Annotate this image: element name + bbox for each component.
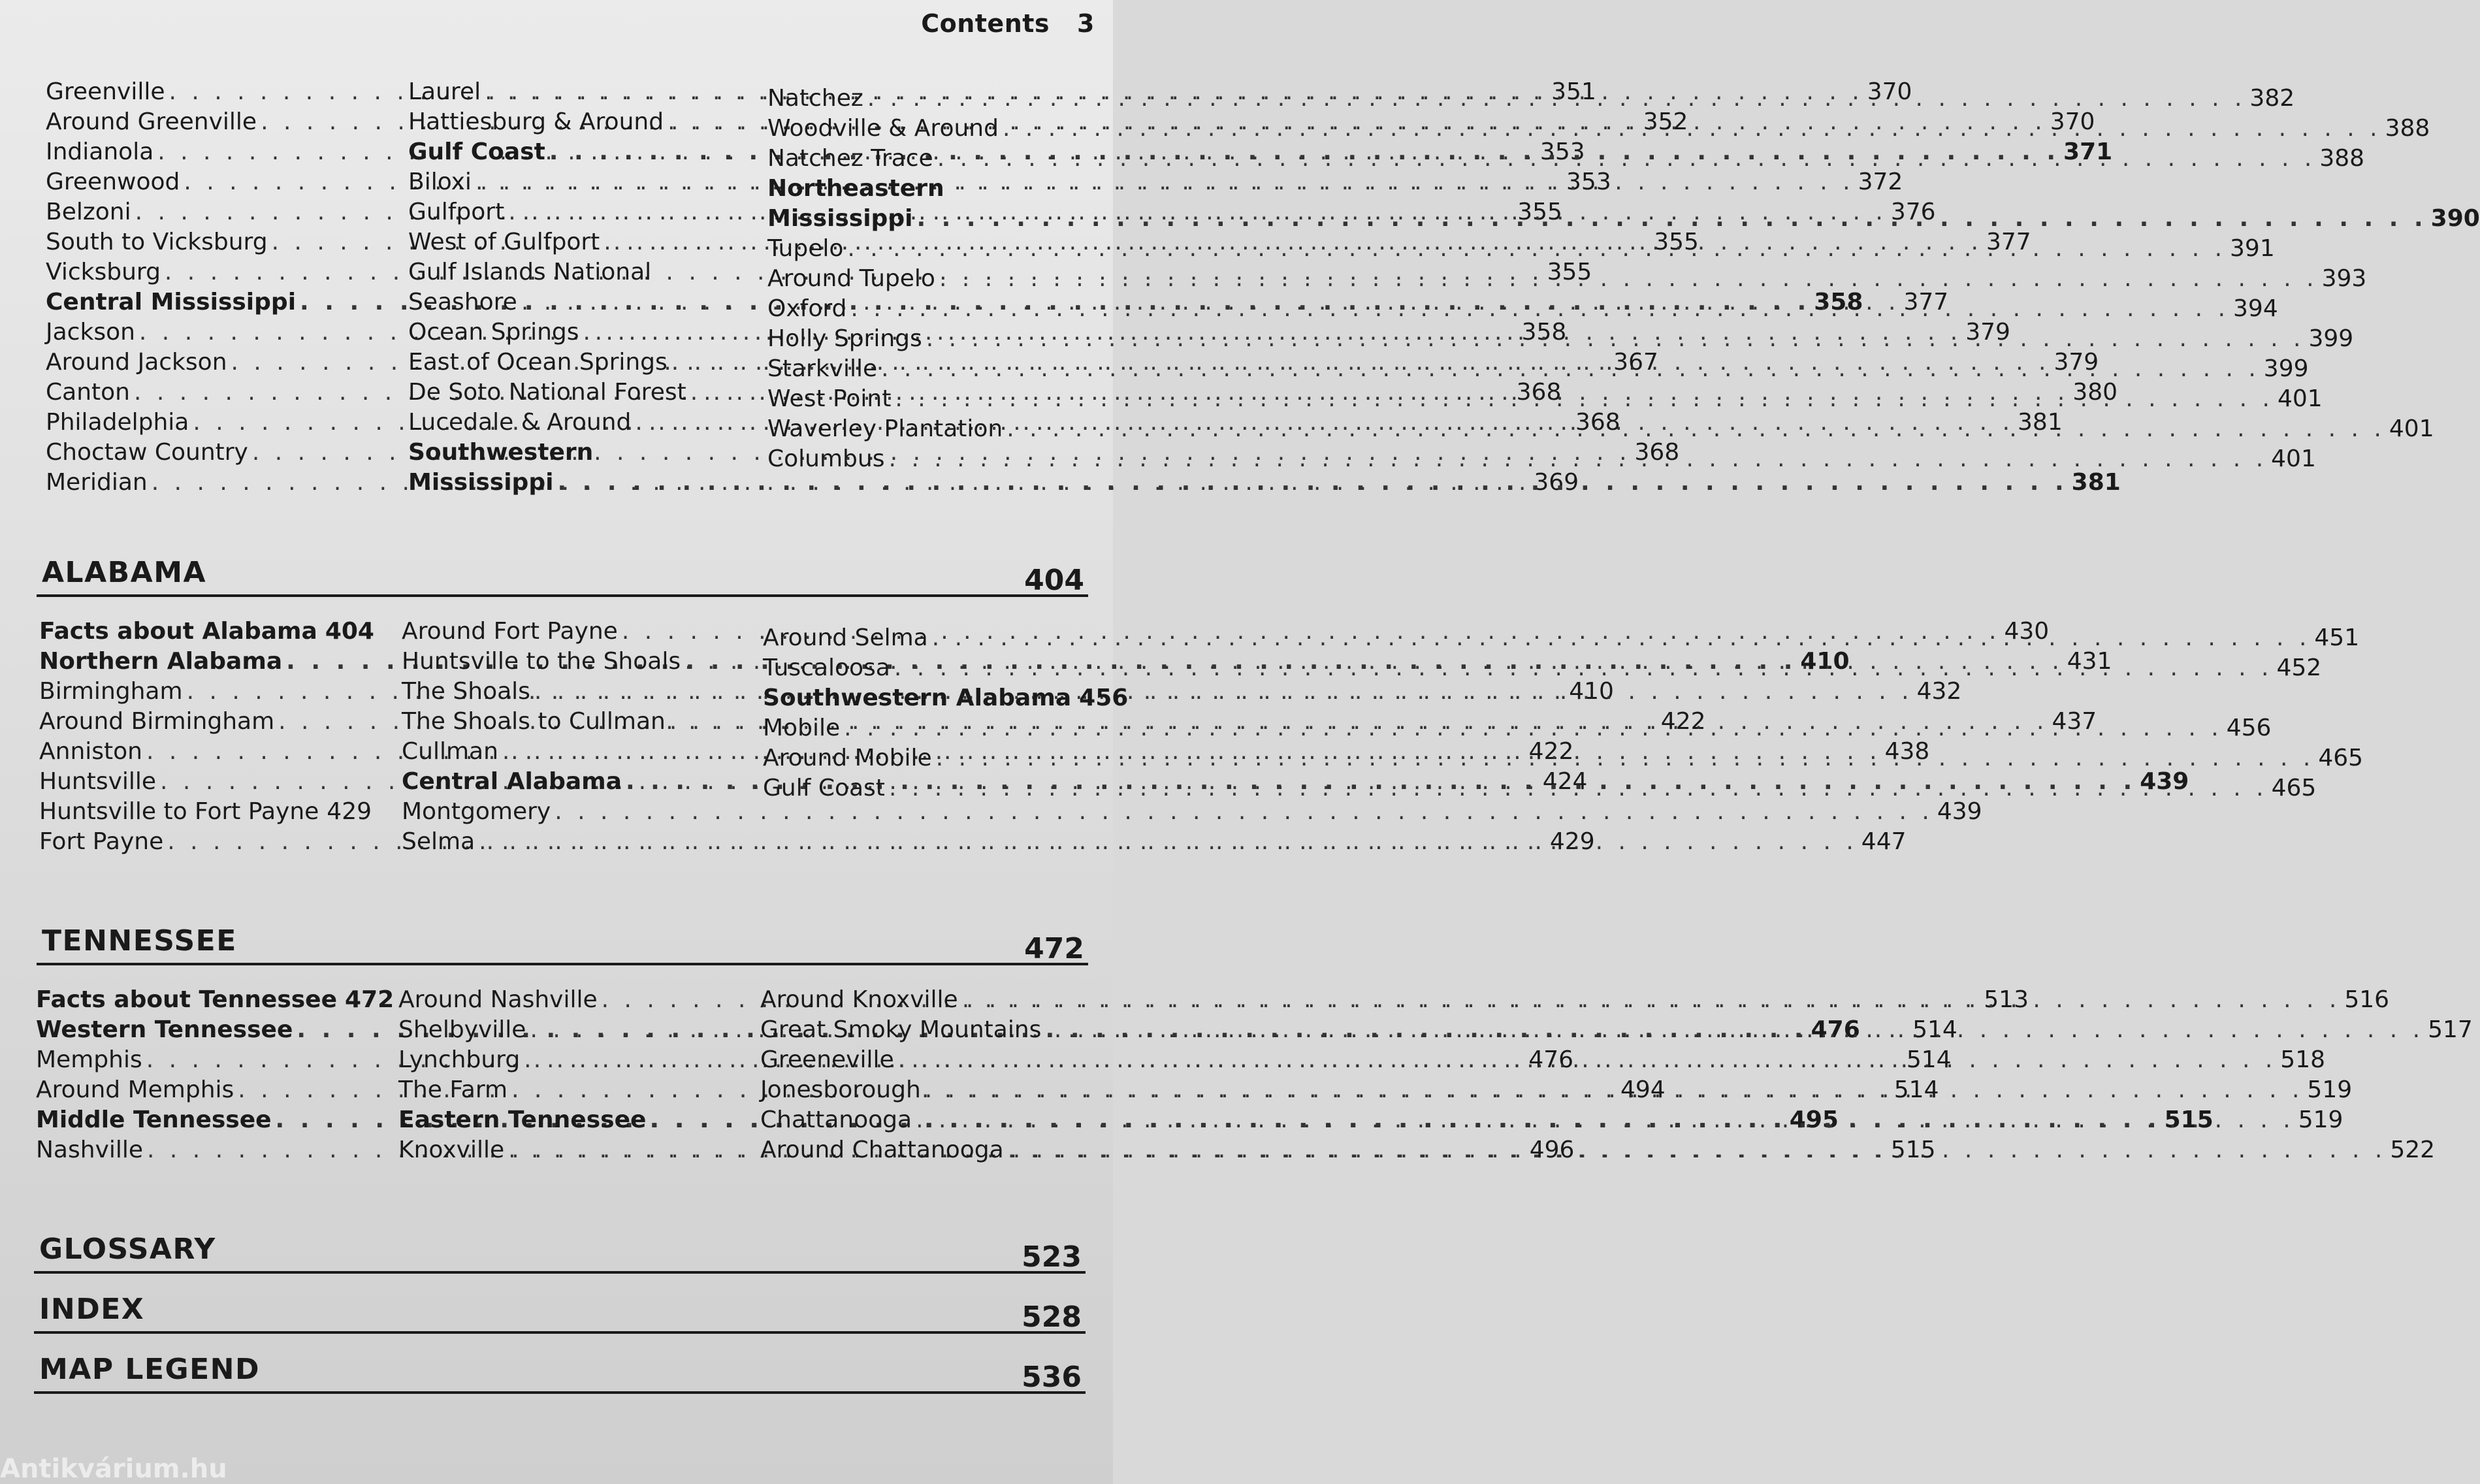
toc-entry-label: Southwestern — [408, 439, 594, 466]
toc-entry-label: Around Chattanooga — [760, 1137, 1004, 1163]
toc-entry-page: 370 — [2050, 108, 2095, 135]
dot-leader — [926, 324, 2305, 354]
toc-entry-label: Philadelphia — [46, 409, 189, 436]
toc-entry-label: Gulf Islands National — [408, 259, 652, 285]
running-head-title: Contents — [921, 9, 1050, 38]
toc-entry-page: 353 — [1566, 169, 1611, 195]
toc-entry-label: Nashville — [36, 1137, 144, 1163]
toc-entry-page: 518 — [2280, 1046, 2326, 1073]
toc-entry-page: 496 — [1529, 1137, 1575, 1163]
toc-entry-label: Hattiesburg & Around — [408, 108, 664, 135]
toc-entry-page: 368 — [1516, 379, 1562, 406]
toc-entry-label: Greeneville — [760, 1046, 894, 1073]
toc-entry-label: Choctaw Country — [46, 439, 248, 466]
toc-entry-page: 394 — [2233, 295, 2278, 322]
toc-entry-label: Around Fort Payne — [402, 618, 618, 645]
dot-leader — [1006, 414, 2385, 444]
toc-entry-label: Greenville — [46, 78, 165, 105]
toc-entry-page: 372 — [1858, 169, 1903, 195]
dot-leader — [932, 623, 2311, 653]
toc-entry-page: 465 — [2318, 745, 2364, 771]
toc-entry-label: Shelbyville — [398, 1016, 526, 1043]
toc-entry-page: 456 — [2226, 715, 2272, 741]
toc-entry-page: 437 — [2052, 708, 2097, 735]
toc-entry-page: 516 — [2344, 986, 2390, 1013]
toc-entry[interactable] — [36, 985, 395, 1015]
toc-entry-label: Around Nashville — [398, 986, 598, 1013]
toc-entry-page: 431 — [2067, 648, 2112, 675]
toc-entry-label: Around Greenville — [46, 108, 257, 135]
toc-entry-page: 382 — [2249, 85, 2295, 112]
toc-entry-label: Vicksburg — [46, 259, 161, 285]
toc-entry-label: Huntsville to Fort Payne — [39, 798, 319, 825]
dot-leader — [894, 653, 2273, 683]
toc-entry-page: 353 — [1539, 138, 1585, 165]
toc-entry-page: 379 — [2053, 349, 2099, 376]
toc-entry-page: 368 — [1575, 409, 1620, 436]
toc-entry-page: 404 — [325, 618, 374, 645]
toc-entry-page: 465 — [2271, 775, 2317, 801]
toc-entry-label: Gulfport — [408, 199, 505, 225]
section-title: GLOSSARY — [39, 1233, 216, 1266]
dot-leader — [916, 1105, 2295, 1135]
dot-leader — [1008, 1135, 2387, 1165]
toc-entry-page: 369 — [1534, 469, 1579, 496]
toc-entry-page: 429 — [1549, 828, 1595, 855]
toc-entry-label: Central Mississippi — [46, 289, 297, 315]
toc-entry-label: West of Gulfport — [408, 229, 600, 255]
toc-entry-label: Lucedale & Around — [408, 409, 632, 436]
toc-entry-label: Natchez — [767, 85, 863, 112]
toc-entry-label: Chattanooga — [760, 1106, 912, 1133]
toc-entry-page: 401 — [2389, 415, 2434, 442]
toc-entry-label: Huntsville to the Shoals — [402, 648, 681, 675]
toc-entry-page: 388 — [2385, 115, 2430, 142]
watermark-text: Antikvárium.hu — [0, 1454, 227, 1484]
section-heading-index[interactable] — [34, 1291, 1086, 1334]
toc-entry-label: Lynchburg — [398, 1046, 521, 1073]
toc-entry-label: Around Tupelo — [767, 265, 935, 292]
section-page: 404 — [1024, 564, 1084, 597]
toc-entry-label: Northeastern — [767, 175, 944, 202]
toc-entry-label: Around Knoxville — [760, 986, 958, 1013]
dot-leader — [1003, 114, 2381, 144]
toc-entry[interactable] — [408, 438, 771, 468]
toc-entry-page: 380 — [2072, 379, 2118, 406]
toc-entry-label: Waverley Plantation — [767, 415, 1003, 442]
toc-entry-page: 447 — [1861, 828, 1907, 855]
toc-entry[interactable] — [39, 797, 372, 827]
dot-leader — [916, 204, 2426, 234]
toc-entry-label: West Point — [767, 385, 892, 412]
dot-leader — [895, 384, 2274, 414]
section-heading-tennessee[interactable] — [37, 922, 1088, 965]
running-head-page-number: 3 — [1077, 9, 1095, 38]
toc-entry-label: Jonesborough — [760, 1076, 921, 1103]
toc-entry-page: 439 — [1937, 798, 1982, 825]
toc-entry-page: 368 — [1634, 439, 1680, 466]
toc-entry-label: Woodville & Around — [767, 115, 999, 142]
toc-entry-page: 514 — [1912, 1016, 1957, 1043]
dot-leader — [937, 144, 2316, 174]
toc-entry-page: 381 — [2018, 409, 2063, 436]
toc-entry-page: 476 — [1528, 1046, 1574, 1073]
dot-leader — [898, 1045, 2277, 1075]
toc-entry-label: Anniston — [39, 738, 142, 765]
toc-entry-label: Facts about Alabama — [39, 618, 317, 645]
toc-entry-label: Facts about Tennessee — [36, 986, 338, 1013]
toc-entry-label: The Farm — [398, 1076, 508, 1103]
section-heading-map-legend[interactable] — [34, 1351, 1086, 1394]
section-page: 528 — [1022, 1300, 1082, 1334]
section-title: MAP LEGEND — [39, 1353, 261, 1386]
toc-entry[interactable] — [402, 797, 1982, 827]
toc-entry-label: Fort Payne — [39, 828, 164, 855]
running-head — [921, 9, 1095, 38]
toc-entry-page: 371 — [2063, 138, 2113, 165]
toc-entry-label: Oxford — [767, 295, 847, 322]
toc-entry-page: 351 — [1551, 78, 1596, 105]
toc-entry-page: 358 — [1521, 319, 1567, 346]
dot-leader — [479, 827, 1858, 857]
toc-entry-label: Greenwood — [46, 169, 180, 195]
toc-entry[interactable] — [767, 174, 1123, 204]
toc-entry-page: 472 — [345, 986, 395, 1013]
toc-entry[interactable] — [408, 257, 771, 287]
toc-entry-label: Starkville — [767, 355, 878, 382]
toc-entry-label: Around Selma — [763, 624, 928, 651]
toc-entry-label: Tupelo — [767, 235, 844, 262]
toc-entry-page: 456 — [1079, 685, 1129, 711]
toc-entry-label: The Shoals to Cullman — [402, 708, 666, 735]
section-page: 536 — [1022, 1361, 1082, 1394]
toc-entry-label: Western Tennessee — [36, 1016, 293, 1043]
toc-entry-page: 370 — [1867, 78, 1912, 105]
dot-leader — [888, 444, 2267, 474]
toc-entry-label: Around Birmingham — [39, 708, 275, 735]
toc-entry-page: 355 — [1654, 229, 1699, 255]
toc-entry-page: 439 — [2140, 768, 2189, 795]
toc-entry-page: 410 — [1569, 678, 1614, 705]
toc-entry-page: 410 — [1800, 648, 1850, 675]
toc-entry-page: 514 — [1893, 1076, 1939, 1103]
toc-entry-page: 494 — [1620, 1076, 1666, 1103]
toc-entry-page: 352 — [1643, 108, 1688, 135]
toc-entry-label: Gulf Coast — [408, 138, 545, 165]
toc-entry-label: Around Memphis — [36, 1076, 234, 1103]
toc-entry-page: 367 — [1613, 349, 1658, 376]
toc-entry-page: 358 — [1814, 289, 1863, 315]
toc-entry-label: De Soto National Forest — [408, 379, 686, 406]
toc-entry-page: 519 — [2307, 1076, 2353, 1103]
toc-entry-label: Belzoni — [46, 199, 131, 225]
toc-entry-page: 514 — [1906, 1046, 1952, 1073]
toc-entry-label: Knoxville — [398, 1137, 505, 1163]
toc-entry-page: 515 — [1890, 1137, 1936, 1163]
toc-entry-page: 522 — [2390, 1137, 2436, 1163]
toc-entry-label: Gulf Coast — [763, 775, 885, 801]
toc-entry-label: Montgomery — [402, 798, 551, 825]
toc-entry-label: Jackson — [46, 319, 135, 346]
toc-entry-page: 355 — [1547, 259, 1592, 285]
toc-entry-page: 452 — [2276, 654, 2322, 681]
toc-entry-page: 438 — [1884, 738, 1930, 765]
toc-entry-page: 515 — [2164, 1106, 2214, 1133]
section-title: INDEX — [39, 1293, 145, 1326]
section-page: 523 — [1022, 1240, 1082, 1274]
toc-entry-page: 432 — [1916, 678, 1962, 705]
toc-entry-page: 451 — [2314, 624, 2360, 651]
toc-entry-label: Meridian — [46, 469, 148, 496]
section-title: TENNESSEE — [42, 924, 237, 958]
dot-leader — [881, 354, 2260, 384]
toc-entry-page: 422 — [1528, 738, 1574, 765]
toc-entry-label: Great Smoky Mountains — [760, 1016, 1042, 1043]
toc-entry-page: 376 — [1890, 199, 1936, 225]
dot-leader — [939, 264, 2318, 294]
toc-entry-label: Holly Springs — [767, 325, 922, 352]
dot-leader — [925, 1075, 2304, 1105]
toc-entry-page: 399 — [2308, 325, 2354, 352]
toc-entry-page: 429 — [327, 798, 372, 825]
toc-entry-label: Cullman — [402, 738, 498, 765]
toc-entry-page: 519 — [2298, 1106, 2343, 1133]
dot-leader — [889, 773, 2268, 803]
toc-entry-label: The Shoals — [402, 678, 530, 705]
toc-entry-label: Ocean Springs — [408, 319, 579, 346]
toc-entry-label: Birmingham — [39, 678, 183, 705]
toc-entry[interactable] — [763, 683, 1129, 713]
toc-entry-label: Mississippi — [408, 469, 554, 496]
toc-entry-label: Selma — [402, 828, 475, 855]
toc-entry-page: 422 — [1660, 708, 1706, 735]
toc-entry-label: South to Vicksburg — [46, 229, 268, 255]
toc-entry-label: Mobile — [763, 715, 841, 741]
toc-entry-page: 355 — [1517, 199, 1562, 225]
toc-entry-page: 399 — [2263, 355, 2309, 382]
toc-entry-page: 391 — [2230, 235, 2275, 262]
toc-entry-page: 379 — [1965, 319, 2010, 346]
toc-entry-page: 401 — [2278, 385, 2323, 412]
toc-entry-label: Laurel — [408, 78, 481, 105]
dot-leader — [847, 234, 2226, 264]
dot-leader — [936, 743, 2315, 773]
toc-entry[interactable] — [39, 617, 374, 647]
toc-entry-page: 517 — [2428, 1016, 2473, 1043]
toc-entry-label: Middle Tennessee — [36, 1106, 272, 1133]
toc-entry-page: 430 — [2004, 618, 2050, 645]
toc-entry-page: 393 — [2321, 265, 2367, 292]
toc-entry-label: Around Jackson — [46, 349, 227, 376]
toc-entry-label: Indianola — [46, 138, 154, 165]
dot-leader — [844, 713, 2223, 743]
toc-entry-label: Biloxi — [408, 169, 472, 195]
toc-entry-page: 381 — [2071, 469, 2121, 496]
toc-entry-page: 377 — [1903, 289, 1949, 315]
toc-entry-label: Seashore — [408, 289, 517, 315]
dot-leader — [1045, 1015, 2424, 1045]
toc-entry-label: Tuscaloosa — [763, 654, 890, 681]
section-page: 472 — [1024, 932, 1084, 965]
dot-leader — [962, 985, 2341, 1015]
toc-entry-label: Huntsville — [39, 768, 157, 795]
section-title: ALABAMA — [42, 556, 207, 589]
section-heading-alabama[interactable] — [37, 554, 1088, 597]
toc-entry-label: Northern Alabama — [39, 648, 283, 675]
toc-entry-page: 377 — [1986, 229, 2031, 255]
toc-entry-page: 401 — [2271, 445, 2316, 472]
toc-entry-label: Natchez Trace — [767, 145, 933, 172]
toc-entry-label: Eastern Tennessee — [398, 1106, 647, 1133]
toc-entry-label: Central Alabama — [402, 768, 622, 795]
section-heading-glossary[interactable] — [34, 1231, 1086, 1274]
toc-entry-page: 388 — [2319, 145, 2365, 172]
toc-entry-page: 476 — [1811, 1016, 1860, 1043]
dot-leader — [867, 84, 2246, 114]
toc-entry-label: Canton — [46, 379, 130, 406]
toc-entry-label: Memphis — [36, 1046, 142, 1073]
toc-entry-page: 513 — [1984, 986, 2029, 1013]
toc-entry-label: Columbus — [767, 445, 885, 472]
dot-leader — [850, 294, 2229, 324]
toc-entry-page: 390 — [2430, 205, 2480, 232]
toc-entry-label: Around Mobile — [763, 745, 932, 771]
toc-entry-label: Mississippi — [767, 205, 913, 232]
toc-entry-label: East of Ocean Springs — [408, 349, 668, 376]
toc-entry-page: 424 — [1542, 768, 1588, 795]
toc-entry-page: 495 — [1789, 1106, 1839, 1133]
toc-entry-label: Southwestern Alabama — [763, 685, 1072, 711]
